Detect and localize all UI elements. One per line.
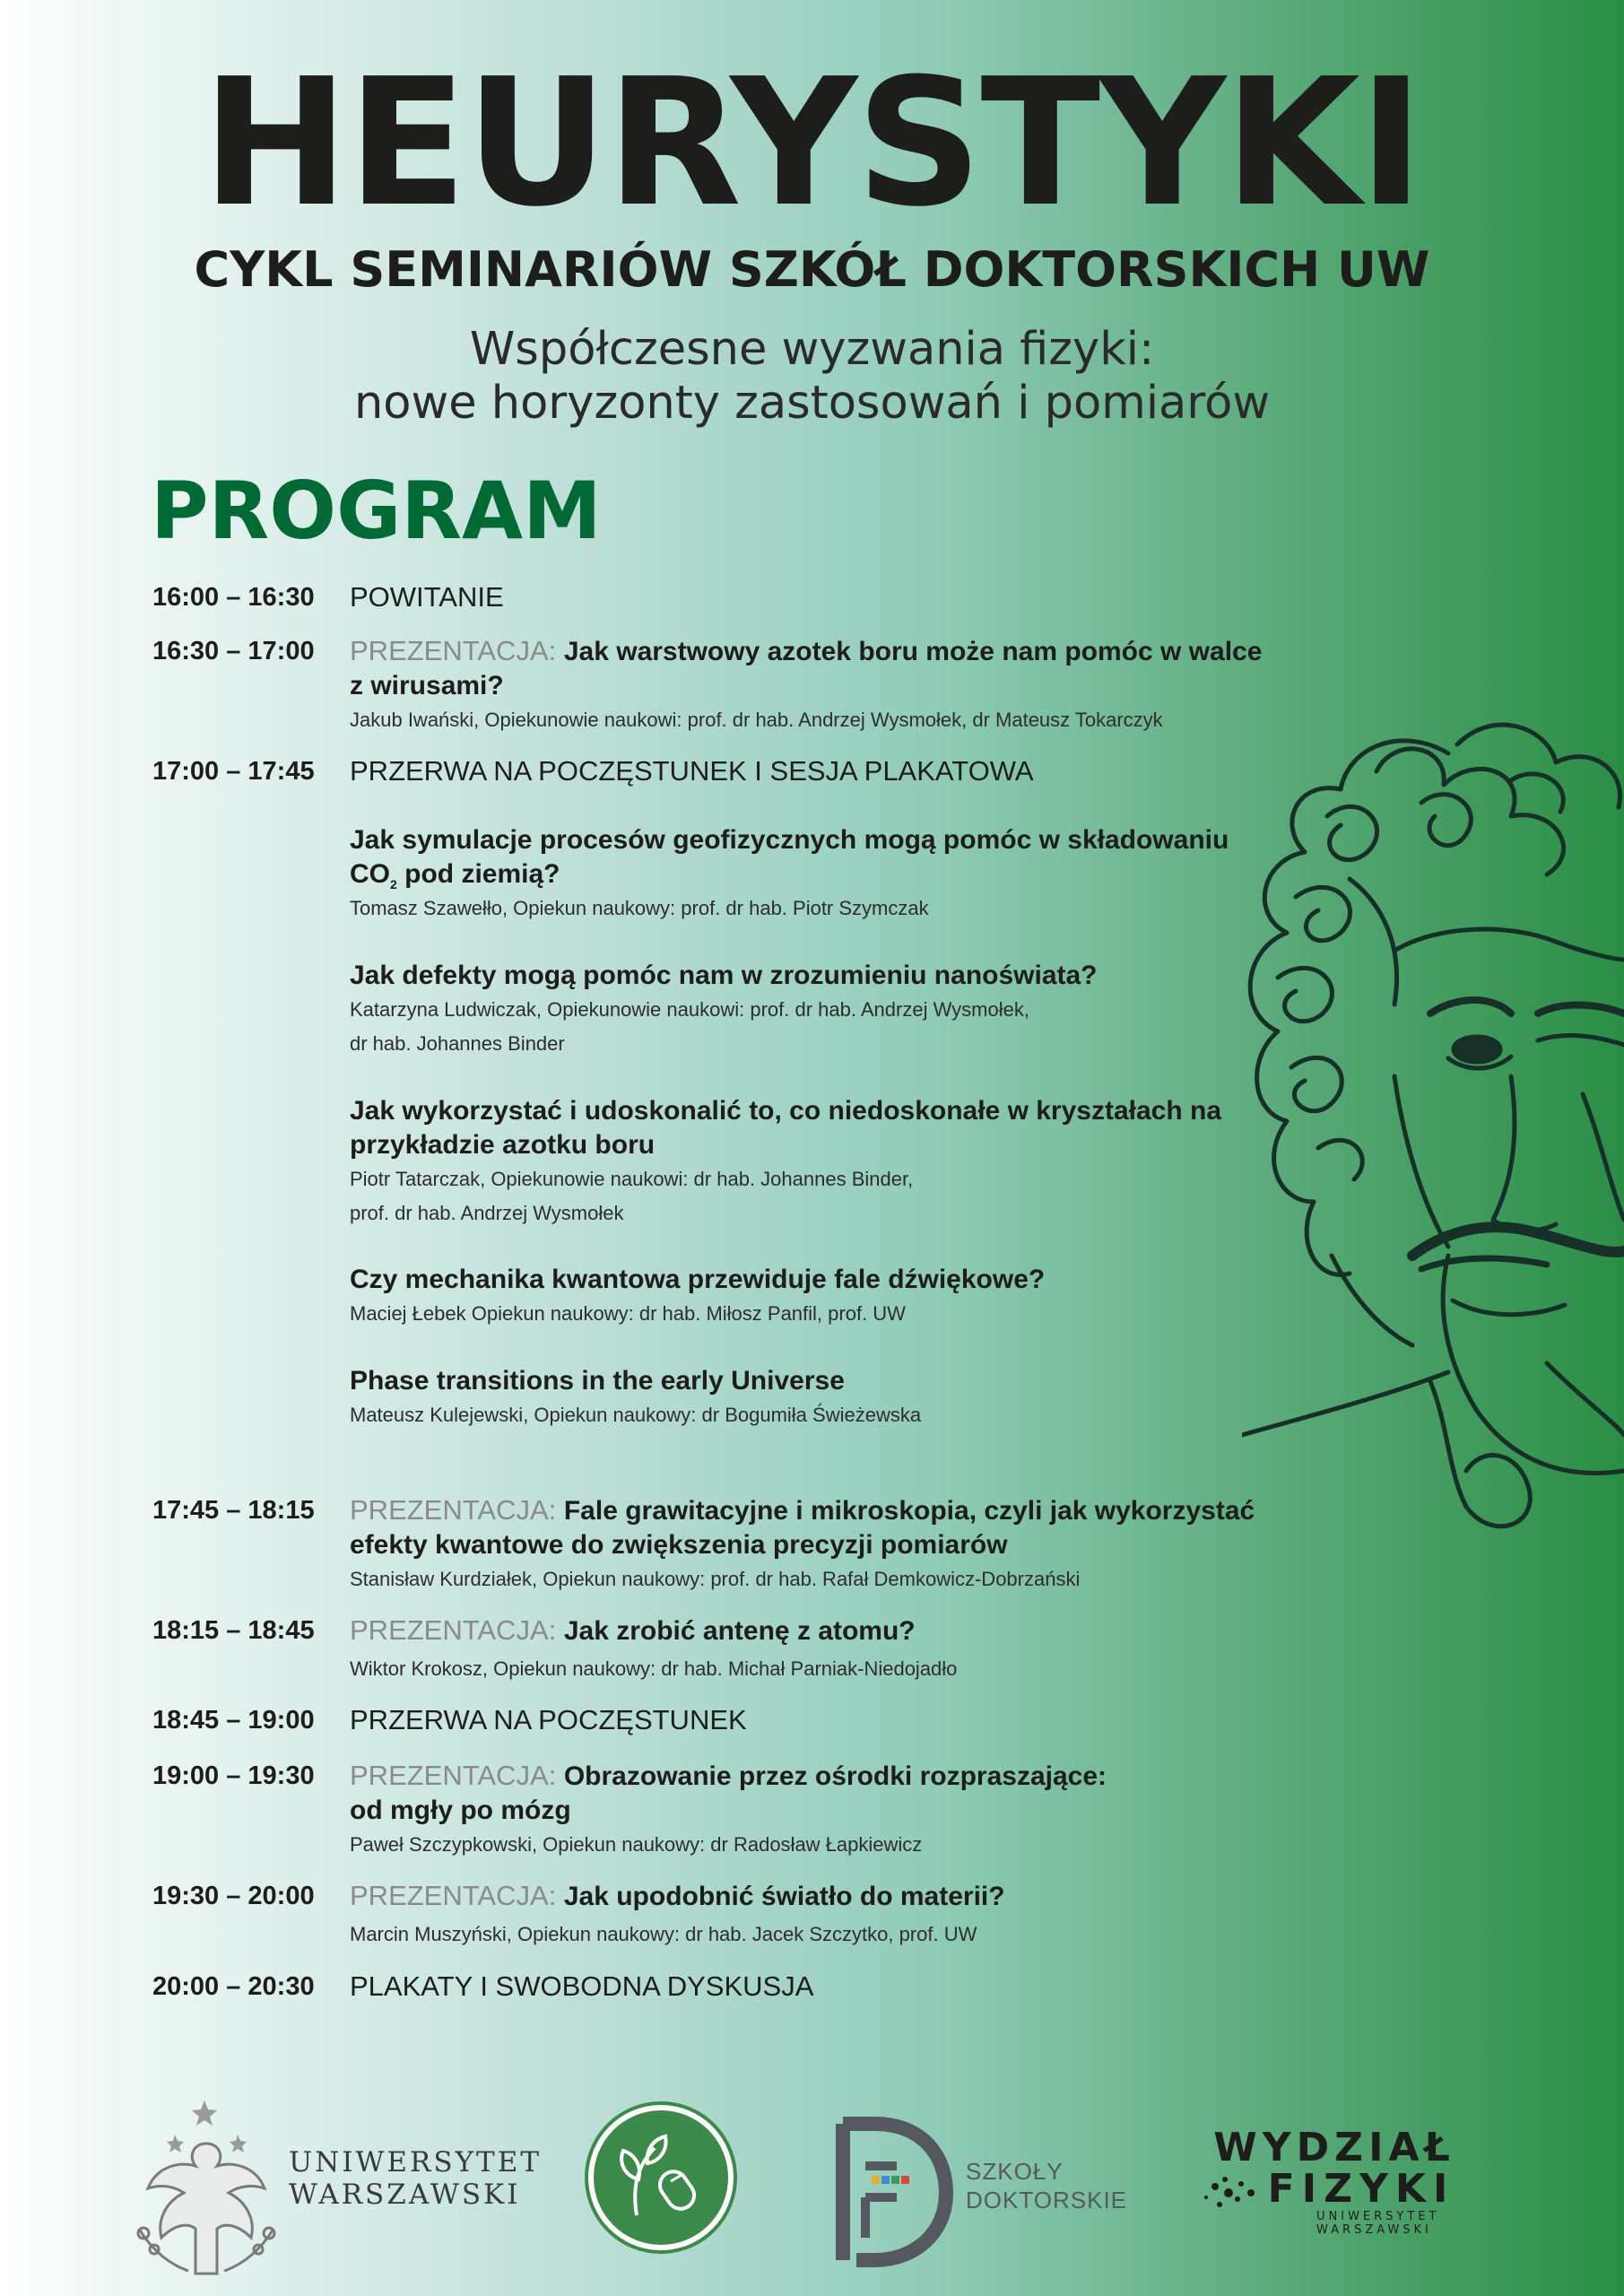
poster-title-line: $CO_2$ pod ziemią? bbox=[350, 859, 560, 891]
program-heading: PROGRAM bbox=[151, 465, 602, 557]
topic-line-2: nowe horyzonty zastosowań i pomiarów bbox=[353, 377, 1271, 430]
presentation-prefix: PREZENTACJA: bbox=[350, 1880, 564, 1911]
agenda-label: PRZERWA NA POCZĘSTUNEK bbox=[350, 1704, 747, 1735]
time-slot: 17:00 – 17:45 bbox=[152, 757, 315, 786]
presentation-prefix: PREZENTACJA: bbox=[350, 635, 564, 666]
szkoly-doktorskie-wordmark: SZKOŁY DOKTORSKIE bbox=[966, 2158, 1128, 2213]
time-slot: 19:00 – 19:30 bbox=[152, 1761, 315, 1790]
presentation-title: Obrazowanie przez ośrodki rozpraszające: bbox=[563, 1761, 1107, 1791]
presentation-title: Jak warstwowy azotek boru może nam pomóc w walce bbox=[563, 637, 1263, 666]
speaker-line: Piotr Tatarczak, Opiekunowie naukowi: dr hab. Johannes Binder, bbox=[350, 1168, 914, 1190]
poster-subtitle: CYKL SEMINARIÓW SZKÓŁ DOKTORSKICH UW bbox=[194, 241, 1430, 298]
poster-entry bbox=[350, 1364, 1246, 1432]
poster-entry bbox=[350, 959, 1246, 1061]
time-slot: 16:30 – 17:00 bbox=[152, 637, 315, 665]
time-slot: 17:45 – 18:15 bbox=[152, 1496, 315, 1525]
presentation-title-cont: od mgły po mózg bbox=[350, 1796, 571, 1825]
poster-title: HEURYSTYKI bbox=[202, 41, 1422, 246]
poster-entry bbox=[350, 1094, 1246, 1231]
speaker-line: Wiktor Krokosz, Opiekun naukowy: dr hab. Michał Parniak-Niedojadło bbox=[350, 1657, 958, 1680]
presentation-entry bbox=[350, 1878, 1246, 1952]
speaker-line: Jakub Iwański, Opiekunowie naukowi: prof. dr hab. Andrzej Wysmołek, dr Mateusz Tokarczyk bbox=[350, 709, 1163, 731]
time-slot: 19:30 – 20:00 bbox=[152, 1882, 315, 1910]
poster-title-line: Phase transitions in the early Universe bbox=[350, 1366, 845, 1396]
scientist-portrait-illustration bbox=[1242, 718, 1624, 1570]
presentation-entry bbox=[350, 1758, 1246, 1862]
presentation-entry bbox=[350, 1492, 1255, 1596]
uw-wordmark: UNIWERSYTET WARSZAWSKI bbox=[289, 2146, 543, 2211]
time-slot: 18:45 – 19:00 bbox=[152, 1706, 315, 1735]
wydzial-fizyki-wordmark: WYDZIAŁ FIZYKI UNIWERSYTET WARSZAWSKI bbox=[1213, 2125, 1455, 2237]
poster-title-line: Czy mechanika kwantowa przewiduje fale dźwiękowe? bbox=[350, 1265, 1046, 1294]
time-slot: 16:00 – 16:30 bbox=[152, 583, 315, 612]
topic-line-1: Współczesne wyzwania fizyki: bbox=[469, 323, 1155, 376]
speaker-line: Maciej Łebek Opiekun naukowy: dr hab. Miłosz Panfil, prof. UW bbox=[350, 1302, 906, 1325]
agenda-label: POWITANIE bbox=[350, 581, 504, 613]
agenda-label: PLAKATY I SWOBODNA DYSKUSJA bbox=[350, 1970, 814, 2002]
szkoly-doktorskie-logo-icon bbox=[843, 2124, 946, 2260]
presentation-title: Jak zrobić antenę z atomu? bbox=[563, 1616, 916, 1646]
poster-title-line: przykładzie azotku boru bbox=[350, 1130, 656, 1160]
agenda-label: PRZERWA NA POCZĘSTUNEK I SESJA PLAKATOWA bbox=[350, 755, 1034, 787]
heurystyki-circle-logo-icon bbox=[586, 2103, 735, 2252]
speaker-line: Mateusz Kulejewski, Opiekun naukowy: dr Bogumiła Świeżewska bbox=[350, 1404, 922, 1426]
time-slot: 18:15 – 18:45 bbox=[152, 1616, 315, 1645]
speaker-line: Katarzyna Ludwiczak, Opiekunowie naukowi: prof. dr hab. Andrzej Wysmołek, bbox=[350, 998, 1029, 1021]
presentation-prefix: PREZENTACJA: bbox=[350, 1494, 564, 1526]
presentation-prefix: PREZENTACJA: bbox=[350, 1760, 564, 1791]
presentation-title-cont: efekty kwantowe do zwiększenia precyzji pomiarów bbox=[350, 1530, 1008, 1560]
time-slot: 20:00 – 20:30 bbox=[152, 1972, 315, 2001]
poster-title-line: Jak wykorzystać i udoskonalić to, co niedoskonałe w kryształach na bbox=[350, 1096, 1222, 1126]
uw-eagle-emblem-icon bbox=[138, 2100, 274, 2274]
poster-entry bbox=[350, 1263, 1246, 1331]
presentation-title: Jak upodobnić światło do materii? bbox=[563, 1882, 1005, 1911]
presentation-entry bbox=[350, 1613, 1246, 1686]
seminar-topic bbox=[0, 323, 1624, 430]
poster-title-line: Jak symulacje procesów geofizycznych mogą pomóc w składowaniu bbox=[350, 825, 1229, 855]
speaker-line: Tomasz Szawełło, Opiekun naukowy: prof. dr hab. Piotr Szymczak bbox=[350, 897, 929, 919]
presentation-entry bbox=[350, 633, 1263, 737]
poster-entry bbox=[350, 823, 1246, 926]
speaker-line: dr hab. Johannes Binder bbox=[350, 1032, 565, 1055]
presentation-prefix: PREZENTACJA: bbox=[350, 1614, 564, 1646]
poster-title-line: Jak defekty mogą pomóc nam w zrozumieniu nanoświata? bbox=[350, 961, 1098, 990]
speaker-line: Stanisław Kurdziałek, Opiekun naukowy: prof. dr hab. Rafał Demkowicz-Dobrzański bbox=[350, 1568, 1081, 1590]
presentation-title: Fale grawitacyjne i mikroskopia, czyli jak wykorzystać bbox=[563, 1496, 1255, 1526]
speaker-line: Marcin Muszyński, Opiekun naukowy: dr hab. Jacek Szczytko, prof. UW bbox=[350, 1923, 977, 1945]
presentation-title-cont: z wirusami? bbox=[350, 671, 504, 700]
speaker-line: prof. dr hab. Andrzej Wysmołek bbox=[350, 1202, 624, 1224]
speaker-line: Paweł Szczypkowski, Opiekun naukowy: dr Radosław Łapkiewicz bbox=[350, 1833, 923, 1856]
